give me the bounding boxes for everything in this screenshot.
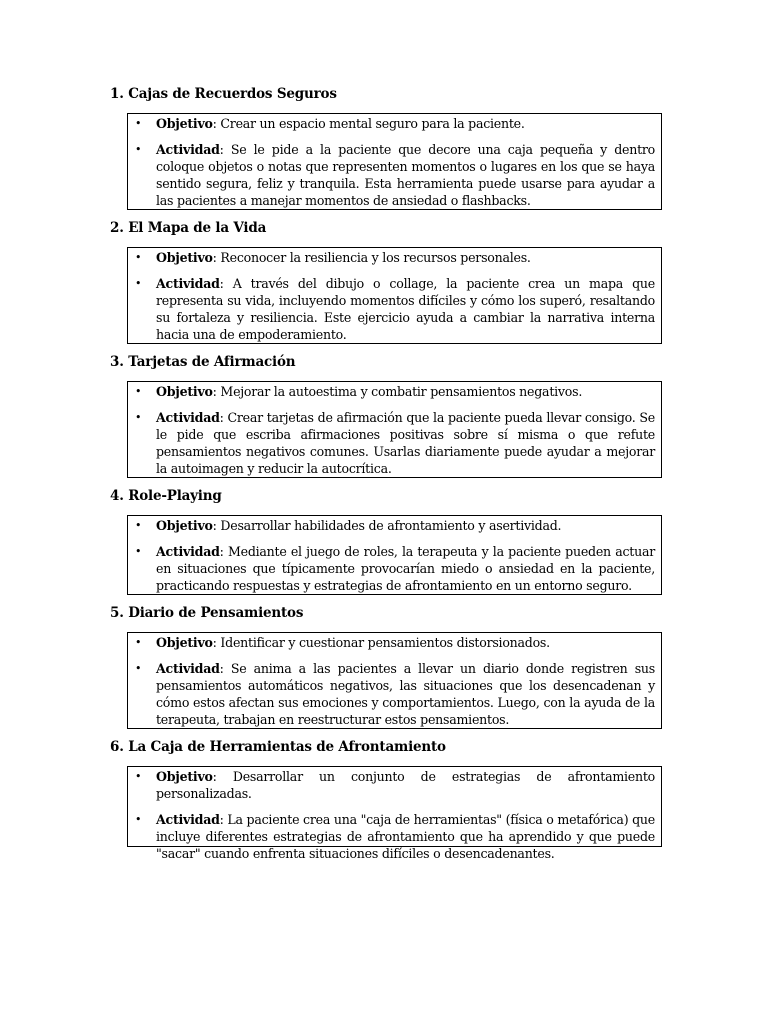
objetivo-text: : Crear un espacio mental seguro para la paciente. (212, 116, 525, 131)
objetivo-item (128, 383, 655, 400)
section-heading: 1. Cajas de Recuerdos Seguros (110, 86, 337, 102)
actividad-label: Actividad (156, 544, 220, 559)
bullet-icon: • (135, 251, 142, 264)
actividad-label: Actividad (156, 142, 220, 157)
objetivo-text: : Reconocer la resiliencia y los recursos personales. (212, 250, 531, 265)
actividad-text: : Mediante el juego de roles, la terapeuta y la paciente pueden actuar en situaciones que típicamente provocarían miedo o ansiedad en la paciente, practicando respuestas y estrategias de afrontamiento en un entorno seguro. (156, 544, 655, 593)
section-box (127, 247, 662, 344)
objetivo-label: Objetivo (156, 518, 213, 533)
actividad-item (128, 409, 655, 477)
bullet-list (128, 115, 655, 209)
bullet-icon: • (135, 385, 142, 398)
objetivo-label: Objetivo (156, 250, 213, 265)
bullet-list (128, 768, 655, 862)
bullet-icon: • (135, 545, 142, 558)
bullet-icon: • (135, 277, 142, 290)
objetivo-text: : Identificar y cuestionar pensamientos distorsionados. (212, 635, 550, 650)
section-heading: 2. El Mapa de la Vida (110, 220, 267, 236)
bullet-icon: • (135, 519, 142, 532)
section-heading: 6. La Caja de Herramientas de Afrontamiento (110, 739, 446, 755)
objetivo-label: Objetivo (156, 635, 213, 650)
section-box (127, 381, 662, 478)
actividad-text: : A través del dibujo o collage, la paciente crea un mapa que representa su vida, incluyendo momentos difíciles y cómo los superó, resaltando su fortaleza y resiliencia. Este ejercicio ayuda a cambiar la narrativa interna hacia una de empoderamiento. (156, 276, 655, 342)
actividad-label: Actividad (156, 276, 220, 291)
actividad-text: : Se anima a las pacientes a llevar un diario donde registren sus pensamientos automáticos negativos, las situaciones que los desencadenan y cómo estos afectan sus emociones y comportamientos. Luego, con la ayuda de la terapeuta, trabajan en reestructurar estos pensamientos. (156, 661, 655, 727)
bullet-icon: • (135, 662, 142, 675)
objetivo-text: : Desarrollar un conjunto de estrategias de afrontamiento personalizadas. (156, 769, 655, 801)
actividad-item (128, 811, 655, 862)
section-box (127, 113, 662, 210)
section-heading: 3. Tarjetas de Afirmación (110, 354, 296, 370)
objetivo-item (128, 115, 655, 132)
actividad-item (128, 660, 655, 728)
actividad-item (128, 141, 655, 209)
bullet-list (128, 517, 655, 594)
section-box (127, 515, 662, 595)
bullet-list (128, 383, 655, 477)
objetivo-item (128, 768, 655, 802)
objetivo-label: Objetivo (156, 769, 213, 784)
bullet-icon: • (135, 813, 142, 826)
bullet-icon: • (135, 143, 142, 156)
bullet-list (128, 634, 655, 728)
bullet-list (128, 249, 655, 343)
section-heading: 5. Diario de Pensamientos (110, 605, 304, 621)
objetivo-item (128, 517, 655, 534)
actividad-label: Actividad (156, 661, 220, 676)
objetivo-text: : Mejorar la autoestima y combatir pensamientos negativos. (212, 384, 583, 399)
bullet-icon: • (135, 770, 142, 783)
bullet-icon: • (135, 636, 142, 649)
bullet-icon: • (135, 117, 142, 130)
section-heading: 4. Role-Playing (110, 488, 222, 504)
objetivo-label: Objetivo (156, 384, 213, 399)
actividad-text: : Crear tarjetas de afirmación que la paciente pueda llevar consigo. Se le pide que escriba afirmaciones positivas sobre sí misma o que refute pensamientos negativos comunes. Usarlas diariamente puede ayudar a mejorar la autoimagen y reducir la autocrítica. (156, 410, 655, 476)
bullet-icon: • (135, 411, 142, 424)
actividad-item (128, 543, 655, 594)
objetivo-item (128, 249, 655, 266)
section-box (127, 632, 662, 729)
objetivo-text: : Desarrollar habilidades de afrontamiento y asertividad. (212, 518, 562, 533)
actividad-label: Actividad (156, 410, 220, 425)
actividad-label: Actividad (156, 812, 220, 827)
objetivo-item (128, 634, 655, 651)
objetivo-label: Objetivo (156, 116, 213, 131)
actividad-item (128, 275, 655, 343)
actividad-text: : Se le pide a la paciente que decore una caja pequeña y dentro coloque objetos o notas que representen momentos o lugares en los que se haya sentido segura, feliz y tranquila. Esta herramienta puede usarse para ayudar a las pacientes a manejar momentos de ansiedad o flashbacks. (156, 142, 655, 208)
section-box (127, 766, 662, 861)
actividad-text: : La paciente crea una "caja de herramientas" (física o metafórica) que incluye diferentes estrategias de afrontamiento que ha aprendido y que puede "sacar" cuando enfrenta situaciones difíciles o desencadenantes. (156, 812, 655, 861)
